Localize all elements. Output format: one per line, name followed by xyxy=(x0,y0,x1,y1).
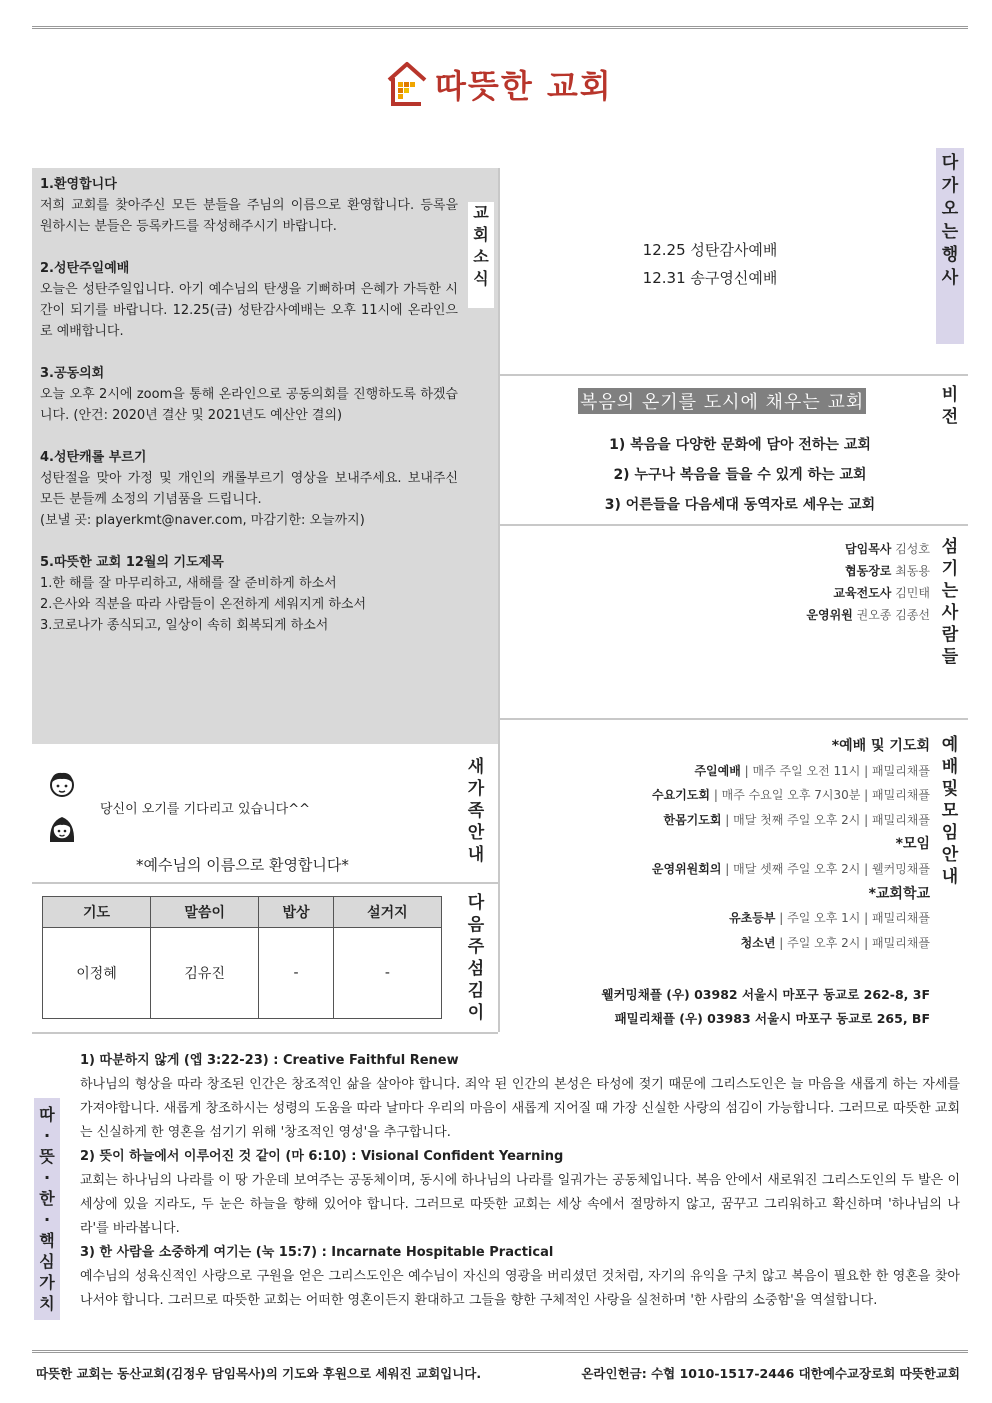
staff-name: 김성호 xyxy=(895,542,930,556)
news-title: 1.환영합니다 xyxy=(40,177,117,192)
news-section xyxy=(40,258,458,342)
core-body: 교회는 하나님의 나라를 이 땅 가운데 보여주는 공동체이며, 동시에 하나님의 나라를 일궈가는 공동체입니다. 복음 안에서 새로워진 그리스도인의 두 발은 이 세상에 있을 지라도, 두 눈은 하늘을 향해 있어야 합니다. 그러므로 따뜻한 교회는 세상 속에서 절망하지 않고, 꿈꾸고 그리워하고 확신하며 '하나님의 나라'를 바라봅니다. xyxy=(80,1173,960,1236)
welcome-sub: *예수님의 이름으로 환영합니다* xyxy=(136,856,349,874)
duty-table xyxy=(42,896,442,1019)
church-news-panel xyxy=(32,168,498,744)
staff-name: 김민태 xyxy=(895,586,930,600)
divider xyxy=(498,524,968,526)
news-title: 3.공동의회 xyxy=(40,366,105,381)
address-line: 웰커밍채플 (우) 03982 서울시 마포구 동교로 262-8, 3F xyxy=(601,987,930,1002)
core-heading: 1) 따분하지 않게 (엡 3:22-23) : Creative Faithful Renew xyxy=(80,1053,459,1068)
staff-role: 교육전도사 xyxy=(833,586,892,600)
news-title: 4.성탄캐롤 부르기 xyxy=(40,450,147,465)
vision-list xyxy=(560,430,920,520)
logo-text: 따뜻한 교회 xyxy=(435,67,613,105)
news-tab-label xyxy=(468,202,494,308)
worship-name: 한몸기도회 xyxy=(663,812,722,827)
news-section xyxy=(40,363,458,426)
worship-name: 청소년 xyxy=(740,935,776,950)
news-body: 저희 교회를 찾아주신 모든 분들을 주님의 이름으로 환영합니다. 등록을 원하시는 분들은 등록카드를 작성해주시기 바랍니다. xyxy=(40,198,458,234)
table-row xyxy=(43,928,442,1019)
divider xyxy=(32,1032,498,1034)
welcome-message: 당신이 오기를 기다리고 있습니다^^ xyxy=(100,802,310,817)
news-tab-text: 교회소식 xyxy=(473,203,489,288)
table-cell: 이정혜 xyxy=(43,928,151,1019)
staff-role: 운영위원 xyxy=(806,608,853,622)
worship-name: 운영위원회의 xyxy=(651,861,722,876)
top-rule xyxy=(32,26,968,29)
worship-heading: *교회학교 xyxy=(868,885,930,902)
servers-tab-label xyxy=(464,892,488,1024)
table-cell: - xyxy=(333,928,441,1019)
staff-role: 담임목사 xyxy=(845,542,892,556)
table-header: 말씀이 xyxy=(151,897,259,928)
divider xyxy=(498,374,968,376)
staff-tab-label xyxy=(938,536,962,668)
vision-item: 2) 누구나 복음을 들을 수 있게 하는 교회 xyxy=(613,467,867,483)
worship-tab-text: 예배및모임안내 xyxy=(941,735,959,887)
worship-row xyxy=(652,759,930,784)
news-section xyxy=(40,174,458,237)
table-header: 기도 xyxy=(43,897,151,928)
staff-row xyxy=(806,582,930,604)
vision-item: 3) 어른들을 다음세대 동역자로 세우는 교회 xyxy=(604,497,876,513)
staff-row xyxy=(806,538,930,560)
girl-icon xyxy=(46,812,78,850)
worship-name: 주일예배 xyxy=(694,763,741,778)
staff-list xyxy=(806,538,930,626)
news-body: 성탄절을 맞아 가정 및 개인의 캐롤부르기 영상을 보내주세요. 보내주신 모든 분들께 소정의 기념품을 드립니다. xyxy=(40,471,458,507)
news-title: 5.따뜻한 교회 12월의 기도제목 xyxy=(40,555,224,570)
events-tab-text: 다가오는행사 xyxy=(941,153,959,288)
prayer-line: 3.코로나가 종식되고, 일상이 속히 회복되게 하소서 xyxy=(40,618,329,633)
vision-item: 1) 복음을 다양한 문화에 담아 전하는 교회 xyxy=(609,437,871,453)
news-body: 오늘은 성탄주일입니다. 아기 예수님의 탄생을 기뻐하며 은혜가 가득한 시간이 되기를 바랍니다. 12.25(금) 성탄감사예배는 오후 11시에 온라인으로 예배합니다. xyxy=(40,282,458,339)
worship-detail: | 주일 오후 2시 | 패밀리채플 xyxy=(779,935,930,950)
staff-name: 권오종 김종선 xyxy=(856,608,930,622)
staff-row xyxy=(806,604,930,626)
news-section xyxy=(40,447,458,531)
worship-heading: *모임 xyxy=(895,836,930,853)
worship-detail: | 매주 수요일 오후 7시30분 | 패밀리채플 xyxy=(713,788,930,803)
news-content xyxy=(40,174,458,657)
worship-name: 수요기도회 xyxy=(652,788,710,803)
divider xyxy=(32,882,498,884)
prayer-line: 2.은사와 직분을 따라 사람들이 온전하게 세워지게 하소서 xyxy=(40,597,367,612)
prayer-line: 1.한 해를 잘 마무리하고, 새해를 잘 준비하게 하소서 xyxy=(40,576,337,591)
news-extra: (보낼 곳: playerkmt@naver.com, 마감기한: 오늘까지) xyxy=(40,513,365,528)
news-section xyxy=(40,552,458,636)
news-title: 2.성탄주일예배 xyxy=(40,261,130,276)
divider xyxy=(498,718,968,720)
core-heading: 2) 뜻이 하늘에서 이루어진 것 같이 (마 6:10) : Visional Confident Yearning xyxy=(80,1149,564,1164)
address-line: 패밀리채플 (우) 03983 서울시 마포구 동교로 265, BF xyxy=(614,1011,930,1026)
worship-detail: | 매달 셋째 주일 오후 2시 | 웰커밍채플 xyxy=(725,861,930,876)
worship-tab-label xyxy=(938,734,962,888)
staff-tab-text: 섬기는사람들 xyxy=(941,537,959,667)
core-body: 예수님의 성육신적인 사랑으로 구원을 얻은 그리스도인은 예수님이 자신의 영광을 버리셨던 것처럼, 자기의 유익을 구치 않고 복음이 필요한 한 영혼을 찾아 나서야 합니다. 그러므로 따뜻한 교회는 어떠한 영혼이든지 환대하고 그들을 향한 구체적인 사랑을 실천하며 '한 사람의 소중함'을 역설합니다. xyxy=(80,1269,960,1308)
worship-name: 유초등부 xyxy=(729,911,776,926)
table-cell: 김유진 xyxy=(151,928,259,1019)
table-header: 밥상 xyxy=(259,897,334,928)
core-values-tab-label xyxy=(34,1098,60,1320)
worship-heading: *예배 및 기도회 xyxy=(831,738,930,754)
core-heading: 3) 한 사람을 소중하게 여기는 (눅 15:7) : Incarnate Hospitable Practical xyxy=(80,1245,554,1260)
events-tab-label xyxy=(936,148,964,344)
vision-tab-label xyxy=(938,384,962,428)
church-logo xyxy=(385,56,615,112)
newcomer-tab-label xyxy=(464,756,488,866)
worship-row xyxy=(652,931,930,956)
footer-sponsor: 따뜻한 교회는 동산교회(김정우 담임목사)의 기도와 후원으로 세워진 교회입니다. xyxy=(36,1366,482,1381)
worship-row xyxy=(652,857,930,882)
center-divider xyxy=(498,168,500,1032)
event-item: 12.31 송구영신예배 xyxy=(642,269,778,287)
house-icon xyxy=(385,60,429,108)
boy-icon xyxy=(46,768,78,804)
church-addresses xyxy=(602,983,930,1031)
staff-role: 협동장로 xyxy=(845,564,892,578)
footer-offering: 온라인헌금: 수협 1010-1517-2446 대한예수교장로회 따뜻한교회 xyxy=(581,1366,960,1381)
table-cell: - xyxy=(259,928,334,1019)
staff-name: 최동용 xyxy=(895,564,930,578)
servers-tab-text: 다음주섬김이 xyxy=(467,893,485,1023)
worship-detail: | 매주 주일 오전 11시 | 패밀리채플 xyxy=(744,763,930,778)
core-values xyxy=(80,1049,960,1313)
vision-banner: 복음의 온기를 도시에 채우는 교회 xyxy=(578,388,866,414)
event-item: 12.25 성탄감사예배 xyxy=(642,241,778,259)
newcomer-tab-text: 새가족안내 xyxy=(467,757,485,865)
worship-schedule xyxy=(652,734,930,955)
core-values-tab-text: 따·뜻·한·핵심가치 xyxy=(39,1105,55,1313)
bottom-rule xyxy=(32,1350,968,1353)
table-header: 설거지 xyxy=(333,897,441,928)
upcoming-events xyxy=(500,236,920,292)
staff-row xyxy=(806,560,930,582)
worship-row xyxy=(652,783,930,808)
table-header-row xyxy=(43,897,442,928)
worship-detail: | 주일 오후 1시 | 패밀리채플 xyxy=(779,911,930,926)
worship-row xyxy=(652,906,930,931)
worship-detail: | 매달 첫째 주일 오후 2시 | 패밀리채플 xyxy=(725,812,930,827)
footer xyxy=(36,1364,960,1382)
news-body: 오늘 오후 2시에 zoom을 통해 온라인으로 공동의회를 진행하도록 하겠습니다. (안건: 2020년 결산 및 2021년도 예산안 결의) xyxy=(40,387,458,423)
vision-tab-text: 비전 xyxy=(941,385,959,427)
core-body: 하나님의 형상을 따라 창조된 인간은 창조적인 삶을 살아야 합니다. 죄악 된 인간의 본성은 타성에 젖기 때문에 그리스도인은 늘 마음을 새롭게 하는 자세를 가져야합니다. 새롭게 창조하시는 성령의 도움을 따라 날마다 우리의 마음이 새롭게 지어질 때 가장 신실한 사랑의 섬김이 가능합니다. 그러므로 따뜻한 교회는 신실하게 한 영혼을 섬기기 위해 '창조적인 영성'을 추구합니다. xyxy=(80,1077,960,1140)
worship-row xyxy=(652,808,930,833)
